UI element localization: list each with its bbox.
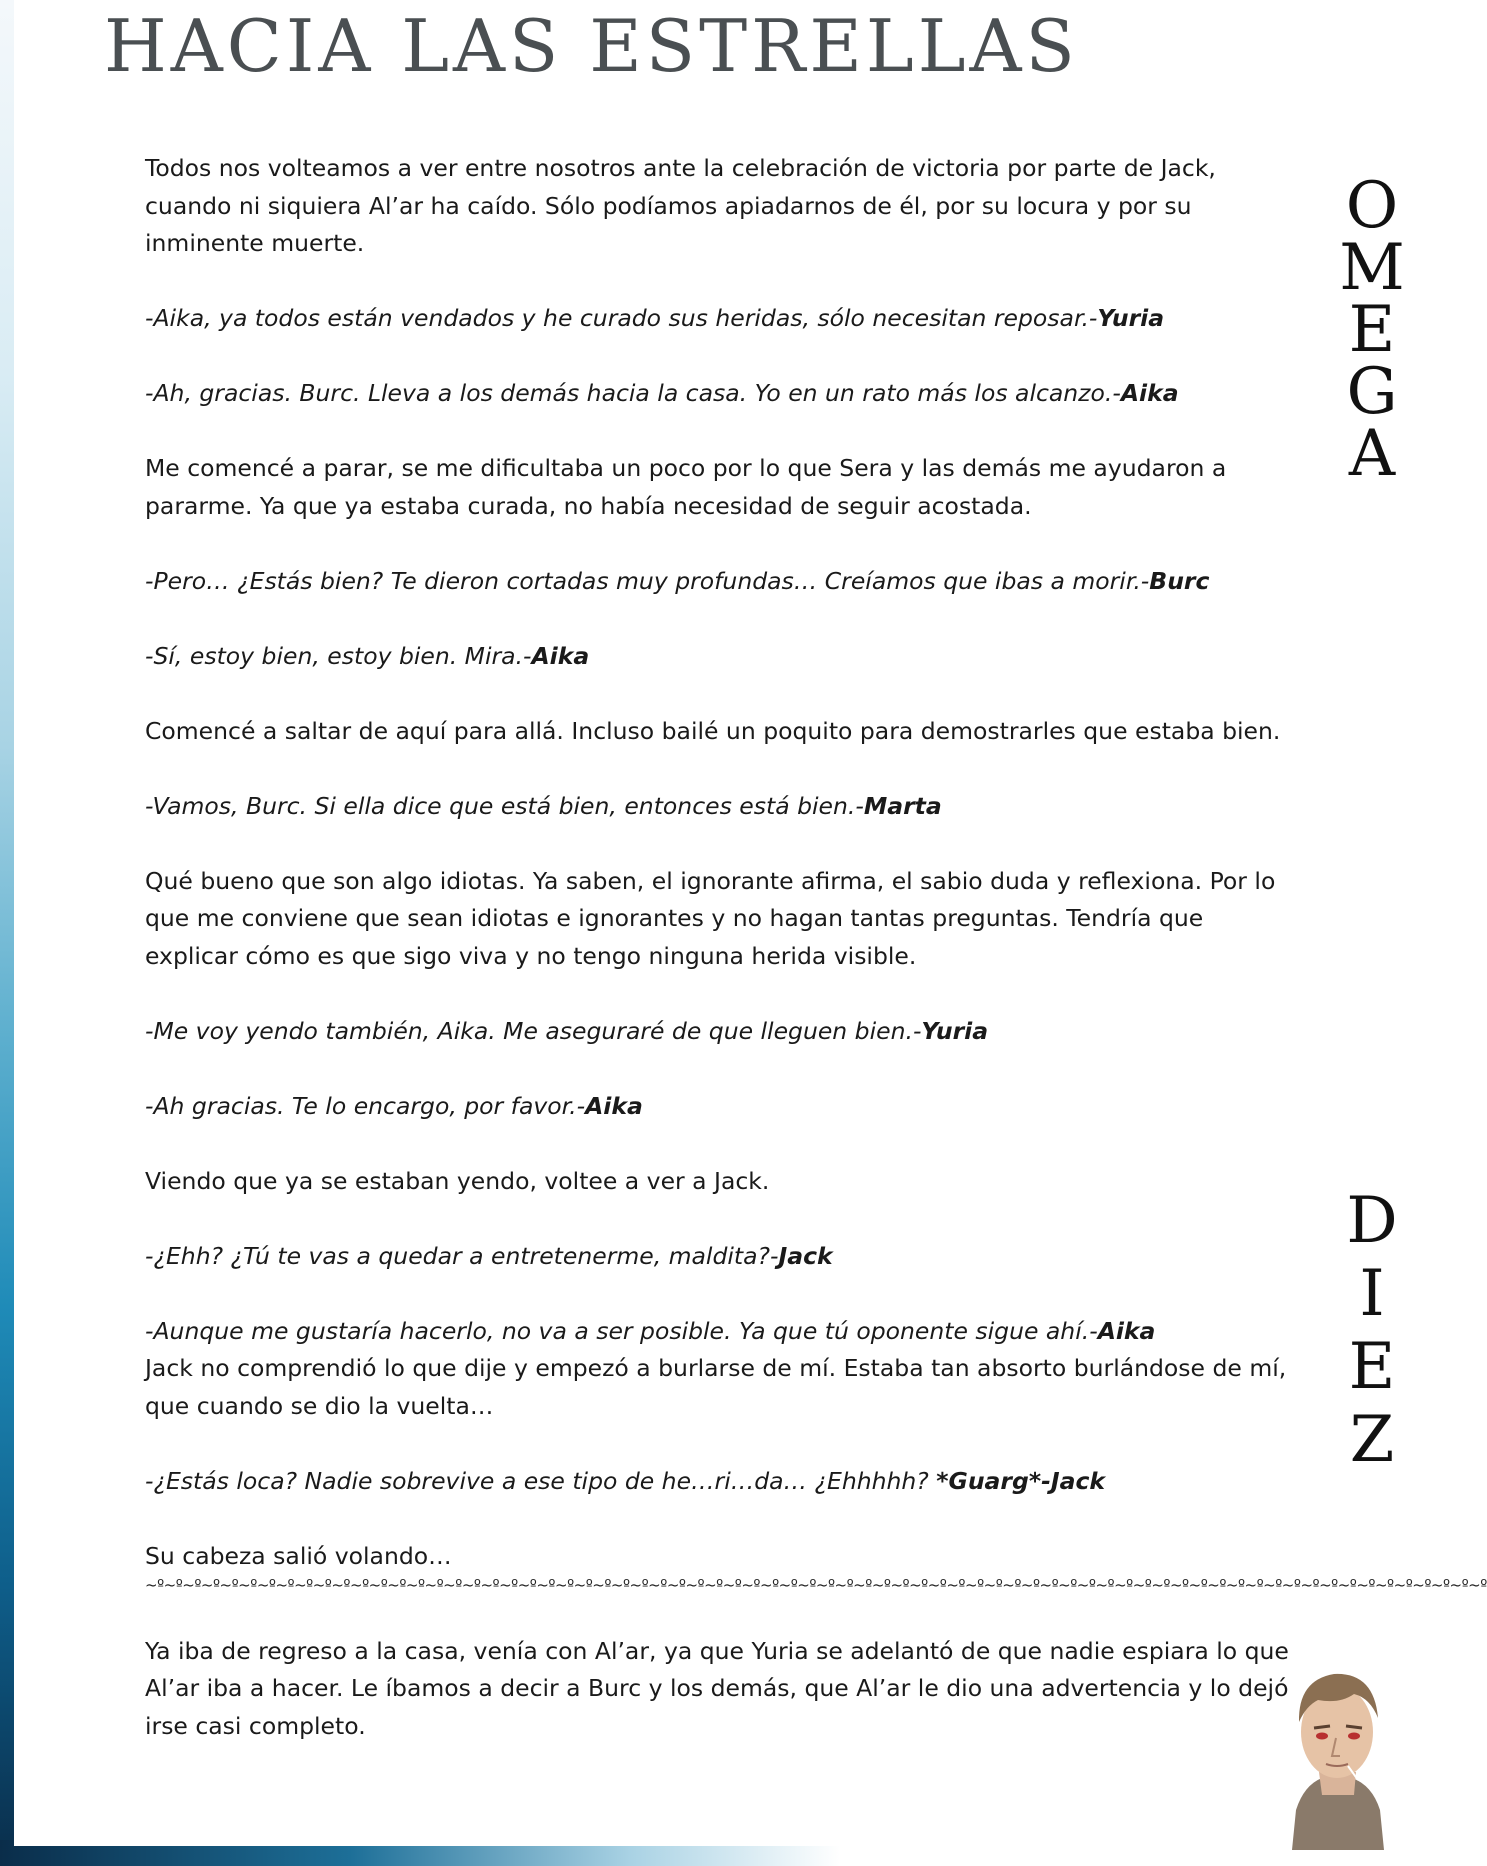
speaker-name: Aika <box>1097 1316 1156 1345</box>
vertical-letter: Z <box>1349 1403 1395 1477</box>
paragraph: Viendo que ya se estaban yendo, voltee a ver a Jack. <box>145 1166 770 1195</box>
speaker-name: Burc <box>1149 566 1210 595</box>
dialogue-line <box>145 300 1290 338</box>
document-sheet <box>14 0 1487 1846</box>
dialogue-line <box>145 1088 1290 1126</box>
vertical-letter: M <box>1339 231 1405 305</box>
section-divider: ~º~º~º~º~º~º~º~º~º~º~º~º~º~º~º~º~º~º~º~º~º~º~º~º~º~º~º~º~º~º~º~º~º~º~º~º~º~º~º~º~º~º~º~º~º~º~º~º~º~º~º~º~º~º~º~º~º~º~º~º~º~º~º~º~º~º~º~º~º~º~º~º <box>145 1576 1487 1594</box>
dialogue-text: -¿Ehh? ¿Tú te vas a quedar a entretenerme, maldita?- <box>145 1241 779 1270</box>
dialogue-text: -Me voy yendo también, Aika. Me aseguraré de que lleguen bien.- <box>145 1016 922 1045</box>
paragraph: Ya iba de regreso a la casa, venía con Al’ar, ya que Yuria se adelantó de que nadie espiara lo que Al’ar iba a hacer. Le íbamos a decir a Burc y los demás, que Al’ar le dio una advertencia y lo dejó irse casi completo. <box>145 1636 1289 1740</box>
dialogue-text: -Ah gracias. Te lo encargo, por favor.- <box>145 1091 586 1120</box>
paragraph: Comencé a saltar de aquí para allá. Incluso bailé un poquito para demostrarles que estaba bien. <box>145 716 1281 745</box>
paragraph: Su cabeza salió volando… <box>145 1541 452 1570</box>
dialogue-line <box>145 638 1290 676</box>
dialogue-line <box>145 1463 1290 1501</box>
document-title: HACIA LAS ESTRELLAS <box>104 4 1079 88</box>
paragraph: Qué bueno que son algo idiotas. Ya saben, el ignorante afirma, el sabio duda y reflexiona. Por lo que me conviene que sean idiotas e ignorantes y no hagan tantas preguntas. Tendría que explicar cómo es que sigo viva y no tengo ninguna herida visible. <box>145 866 1276 970</box>
dialogue-text: -Aunque me gustaría hacerlo, no va a ser posible. Ya que tú oponente sigue ahí.- <box>145 1316 1098 1345</box>
speaker-name: *Guarg*-Jack <box>936 1466 1106 1495</box>
dialogue-text: -Ah, gracias. Burc. Lleva a los demás hacia la casa. Yo en un rato más los alcanzo.- <box>145 379 1121 407</box>
speaker-name: Jack <box>778 1241 833 1270</box>
vertical-word-omega <box>1312 169 1432 491</box>
paragraph: Jack no comprendió lo que dije y empezó a burlarse de mí. Estaba tan absorto burlándose de mí, que cuando se dio la vuelta… <box>145 1354 1287 1420</box>
speaker-name: Aika <box>531 641 590 670</box>
vertical-letter: D <box>1346 1184 1398 1258</box>
dialogue-line <box>145 1013 1290 1051</box>
dialogue-line <box>145 375 1290 413</box>
dialogue-line <box>145 1238 1290 1276</box>
dialogue-line <box>145 563 1290 601</box>
vertical-letter: O <box>1345 169 1399 243</box>
speaker-name: Aika <box>585 1091 643 1120</box>
story-body <box>145 150 1487 1745</box>
speaker-name: Yuria <box>1097 304 1165 332</box>
speaker-name: Yuria <box>921 1016 989 1045</box>
character-portrait <box>1274 1660 1400 1850</box>
speaker-name: Marta <box>863 791 942 820</box>
dialogue-text: -Vamos, Burc. Si ella dice que está bien, entonces está bien.- <box>145 791 864 820</box>
vertical-letter: E <box>1348 1330 1396 1404</box>
dialogue-line <box>145 788 1290 826</box>
paragraph: Me comencé a parar, se me dificultaba un poco por lo que Sera y las demás me ayudaron a pararme. Ya que ya estaba curada, no había necesidad de seguir acostada. <box>145 454 1227 520</box>
dialogue-text: -¿Estás loca? Nadie sobrevive a ese tipo de he…ri…da… ¿Ehhhhh? <box>145 1466 937 1495</box>
vertical-letter: A <box>1348 417 1396 491</box>
dialogue-text: -Sí, estoy bien, estoy bien. Mira.- <box>145 641 532 670</box>
dialogue-text: -Aika, ya todos están vendados y he curado sus heridas, sólo necesitan reposar.- <box>145 304 1098 332</box>
speaker-name: Aika <box>1120 379 1179 407</box>
vertical-letter: G <box>1346 355 1398 429</box>
vertical-letter: I <box>1359 1257 1385 1331</box>
dialogue-line <box>145 1313 1290 1351</box>
paragraph: Todos nos volteamos a ver entre nosotros ante la celebración de victoria por parte de Jack, cuando ni siquiera Al’ar ha caído. Sólo podíamos apiadarnos de él, por su locura y por su inminente muerte. <box>145 154 1216 257</box>
dialogue-text: -Pero… ¿Estás bien? Te dieron cortadas muy profundas… Creíamos que ibas a morir.- <box>145 566 1150 595</box>
vertical-word-diez <box>1312 1185 1432 1477</box>
vertical-letter: E <box>1348 293 1396 367</box>
